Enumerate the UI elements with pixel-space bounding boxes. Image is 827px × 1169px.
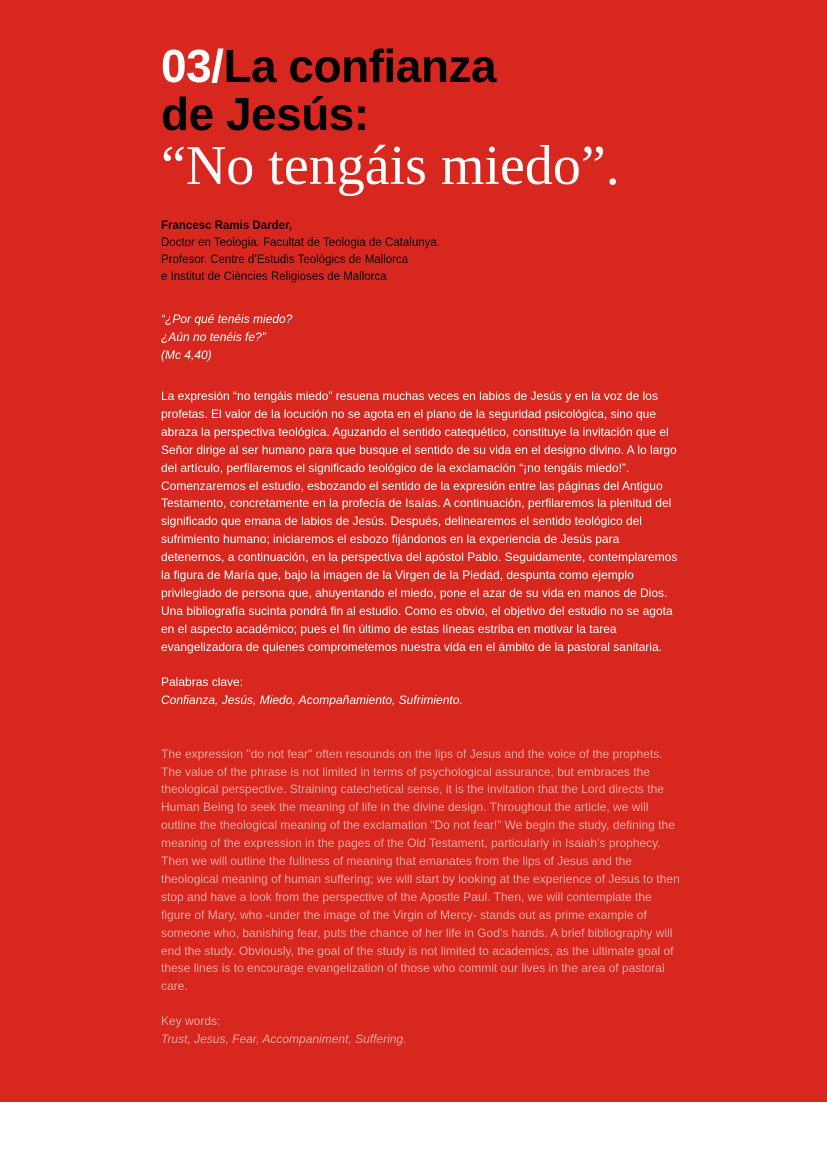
epigraph-line: ¿Aún no tenéis fe?” [161, 330, 266, 344]
title-line-1 [161, 42, 681, 90]
keywords-label: Palabras clave: [161, 674, 244, 689]
epigraph-line: “¿Por qué tenéis miedo? [161, 312, 293, 326]
title-line-2: de Jesús: [161, 88, 369, 140]
article-title [161, 42, 681, 196]
title-text-1: La confianza [223, 40, 497, 92]
epigraph [161, 310, 681, 364]
keywords-list: Trust, Jesus, Fear, Accompaniment, Suffering. [161, 1032, 407, 1047]
author-block [161, 218, 681, 286]
author-affiliation: Profesor. Centre d’Estudis Teològics de Mallorca [161, 254, 409, 266]
keywords-label: Key words: [161, 1014, 221, 1029]
abstract-english: The expression "do not fear" often resounds on the lips of Jesus and the voice of the prophets. The value of the phrase is not limited in terms of psychological assurance, but embraces the theological perspective. Straining catechetical sense, it is the invitation that the Lord directs the Human Being to seek the meaning of life in the divine design. Throughout the article, we will outline the theological meaning of the exclamation “Do not fear!” We begin the study, defining the meaning of the expression in the pages of the Old Testament, particularly in Isaiah’s prophecy. Then we will outline the fullness of meaning that emanates from the lips of Jesus and the theological meaning of human suffering; we will start by looking at the experience of Jesus to then stop and have a look from the perspective of the Apostle Paul. Then, we will contemplate the figure of Mary, who -under the image of the Virgin of Mercy- stands out as prime example of someone who, banishing fear, puts the chance of her life in God’s hands. A brief bibliography will end the study. Obviously, the goal of the study is not limited to academics, as the ultimate goal of these lines is to encourage evangelization of those who commit our lives in the area of pastoral care. [161, 746, 680, 994]
author-credential: Doctor en Teologia. Facultat de Teologia de Catalunya. [161, 237, 440, 249]
keywords-list: Confianza, Jesús, Miedo, Acompañamiento, Sufrimiento. [161, 692, 463, 707]
article-content [161, 42, 681, 1048]
author-name: Francesc Ramis Darder, [161, 220, 293, 232]
title-quote: “No tengáis miedo”. [161, 135, 620, 197]
keywords-english [161, 1012, 681, 1048]
epigraph-citation: (Mc 4,40) [161, 348, 212, 362]
author-affiliation: e Institut de Ciències Religioses de Mallorca [161, 271, 387, 283]
abstract-spanish: La expresión “no tengáis miedo” resuena muchas veces en labios de Jesús y en la voz de los profetas. El valor de la locución no se agota en el plano de la seguridad psicológica, sino que abraza la perspectiva teológica. Aguzando el sentido catequético, constituye la invitación que el Señor dirige al ser humano para que busque el sentido de su vida en el designo divino. A lo largo del artículo, perfilaremos el significado teológico de la exclamación “¡no tengáis miedo!”. Comenzaremos el estudio, esbozando el sentido de la expresión entre las páginas del Antiguo Testamento, concretamente en la profecía de Isaías. A continuación, perfilaremos la plenitud del significado que emana de labios de Jesús. Después, delinearemos el sentido teológico del sufrimiento humano; iniciaremos el esbozo fijándonos en la experiencia de Jesús para detenernos, a continuación, en la perspectiva del apóstol Pablo. Seguidamente, contemplaremos la figura de María que, bajo la imagen de la Virgen de la Piedad, despunta como ejemplo privilegiado de persona que, ahuyentando el miedo, pone el azar de su vida en manos de Dios. Una bibliografía sucinta pondrá fin al estudio. Como es obvio, el objetivo del estudio no se agota en el aspecto académico; pues el fin último de estas líneas estriba en motivar la tarea evangelizadora de quienes comprometemos nuestra vida en el ámbito de la pastoral sanitaria. [161, 389, 678, 654]
keywords-spanish [161, 673, 681, 709]
article-number: 03/ [161, 40, 224, 92]
